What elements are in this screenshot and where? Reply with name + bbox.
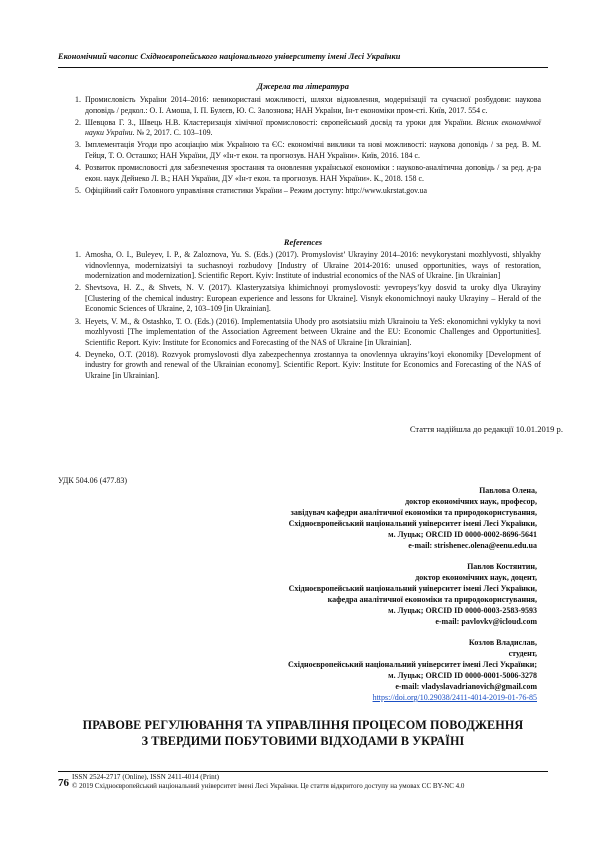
reference-text: Deyneko, O.T. (2018). Rozvyok promyslovosti dlya zabezpechennya zrostannya ta onovlennya ukrayins’koyi ekonomiky [Development of industry for growth and renewal of the Ukrainian economy]. Scientific Report. Kyiv: Institute for Economics and Forecasting of the NAS of Ukraine [in Ukrainian].: [85, 349, 541, 381]
article-title-line-1: ПРАВОВЕ РЕГУЛЮВАННЯ ТА УПРАВЛІННЯ ПРОЦЕСОМ ПОВОДЖЕННЯ: [82, 718, 524, 732]
reference-item: [58, 350, 541, 382]
source-number: 4.: [75, 163, 81, 173]
source-text: Офіційний сайт Головного управління статистики України – Режим доступу: http://www.ukrstat.gov.ua: [85, 185, 428, 195]
author-affiliation: Східноєвропейський національний університет імені Лесі Українки;: [287, 660, 537, 669]
author-status: студент,: [508, 649, 537, 658]
article-title: [58, 718, 548, 749]
header-rule: [58, 67, 548, 68]
source-number: 5.: [75, 185, 81, 195]
author-name: Павлов Костянтин,: [467, 562, 537, 571]
references-list: [58, 250, 541, 383]
source-item: [58, 95, 541, 116]
reference-text: Amosha, O. I., Buleyev, I. P., & Zaloznova, Yu. S. (Eds.) (2017). Promyslovist’ Ukrayiny 2014–2016: nevykorystani mozhlyvosti, shlyakhy vidnovlennya, modernizatsiyi ta suchasnoyi rozbudovy [Industry of Ukraine 2014-2016: unused opportunities, ways of restoration, modernization and modernization]. Scientific Report. Kyiv: Institute of industrial economics of the NAS of Ukraine. [in Ukrainian]: [85, 250, 541, 281]
source-item: [58, 140, 541, 161]
author-email: e-mail: pavlovkv@icloud.com: [435, 617, 537, 626]
author-affiliation: Східноєвропейський національний університет імені Лесі Українки,: [288, 519, 537, 528]
reference-number: 3.: [75, 316, 81, 326]
source-number: 1.: [75, 95, 81, 104]
page-number: 76: [58, 777, 69, 789]
references-title: References: [283, 238, 323, 247]
reference-number: 4.: [75, 349, 81, 359]
author-email: e-mail: vladyslavadrianovich@gmail.com: [395, 682, 537, 691]
author-block-3: [288, 637, 537, 703]
udk-code: УДК 504.06 (477.83): [58, 476, 127, 485]
author-email: e-mail: strishenec.olena@eenu.edu.ua: [408, 541, 537, 550]
author-degree: доктор економічних наук, доцент,: [415, 573, 537, 582]
footer-issn: ISSN 2524-2717 (Online), ISSN 2411-4014 (Print): [72, 773, 220, 781]
source-item: [58, 118, 541, 139]
author-orcid: м. Луцьк; ORCID ID 0000-0002-8696-5641: [388, 530, 537, 539]
source-number: 2.: [75, 117, 81, 127]
footer-copyright: © 2019 Східноєвропейський національний університет імені Лесі Українки. Це стаття відкритого доступу на умовах CC BY-NC 4.0: [72, 782, 465, 790]
author-position: завідувач кафедри аналітичної економіки та природокористування,: [290, 508, 537, 517]
reference-item: [58, 283, 541, 315]
author-name: Павлова Олена,: [479, 486, 537, 495]
reference-number: 2.: [75, 283, 81, 293]
author-affiliation: Східноєвропейський національний університет імені Лесі Українки,: [288, 584, 537, 593]
author-orcid: м. Луцьк; ORCID ID 0000-0001-5006-3278: [388, 671, 537, 680]
source-text: Імплементація Угоди про асоціацію між Україною та ЄС: економічні виклики та нові можливості: наукова доповідь / за ред. В. М. Гейця, Т. О. Осташко; НАН України, ДУ «Ін-т екон. та прогнозув. НАН України». Київ, 2016. 184 с.: [85, 140, 541, 160]
footer-rule: [58, 771, 548, 772]
reference-item: [58, 317, 541, 349]
author-orcid: м. Луцьк; ORCID ID 0000-0003-2583-9593: [388, 606, 537, 615]
source-journal: Вісник економічної науки України.: [85, 117, 541, 138]
author-block-1: [289, 485, 537, 551]
source-text: Розвиток промисловості для забезпечення зростання та оновлення української економіки : науково-аналітична доповідь / за ред. д-ра екон. наук Дейнеко Л. В.; НАН України, ДУ «Ін-т екон. та прогнозув. НАН України». К., 2018. 158 с.: [85, 163, 541, 183]
reference-number: 1.: [75, 250, 81, 259]
author-department: кафедра аналітичної економіки та природокористування,: [327, 595, 537, 604]
author-block-2: [289, 561, 537, 627]
source-text: Промисловість України 2014–2016: невикористані можливості, шляхи відновлення, модернізації та сучасної розбудови: наукова доповідь / редкол.: О. І. Амоша, І. П. Булєєв, Ю. С. Залознова; НАН України, Ін-т економіки пром-сті. Київ, 2017. 554 с.: [85, 95, 541, 115]
sources-title: Джерела та література: [257, 82, 349, 91]
journal-header: Економічний часопис Східноєвропейського національного університету імені Лесі Українки: [58, 52, 401, 61]
source-text-tail: № 2, 2017. С. 103–109.: [134, 128, 213, 138]
author-degree: доктор економічних наук, професор,: [405, 497, 537, 506]
source-text: Шевцова Г. З., Швець Н.В. Кластеризація хімічної промисловості: європейський досвід та уроки для України.: [85, 117, 477, 127]
source-number: 3.: [75, 140, 81, 150]
article-title-line-2: З ТВЕРДИМИ ПОБУТОВИМИ ВІДХОДАМИ В УКРАЇНІ: [141, 733, 465, 748]
source-item: [58, 186, 541, 197]
author-name: Козлов Владислав,: [468, 638, 537, 647]
source-item: [58, 163, 541, 184]
reference-item: [58, 250, 541, 282]
reference-text: Heyets, V. M., & Ostashko, T. O. (Eds.) (2016). Implementatsiia Uhody pro asotsiatsiiu mizh Ukrainoiu ta YeS: ekonomichni vyklyky ta novi mozhlyvosti [The implementation of the Association Agreement between Ukraine and the EU: Economic Challenges and Opportunities]. Scientific Report. Kyiv: Institute for Economics and Forecasting of the NAS of Ukraine [in Ukrainian].: [85, 316, 541, 347]
received-date-note: Стаття надійшла до редакції 10.01.2019 р.: [409, 424, 563, 434]
doi-link[interactable]: https://doi.org/10.29038/2411-4014-2019-01-76-85: [372, 693, 537, 702]
reference-text: Shevtsova, H. Z., & Shvets, N. V. (2017). Klasteryzatsiya khimichnoyi promyslovosti: yevropeys’kyy dosvid ta uroky dlya Ukrayiny [Clustering of the chemical industry: European experience and lessons for Ukraine]. Visnyk ekonomichnoyi nauky Ukrayiny – Herald of the Economic Sciences of Ukraine, 2, 103–109 [in Ukrainian].: [85, 283, 541, 314]
sources-list: [58, 95, 541, 198]
